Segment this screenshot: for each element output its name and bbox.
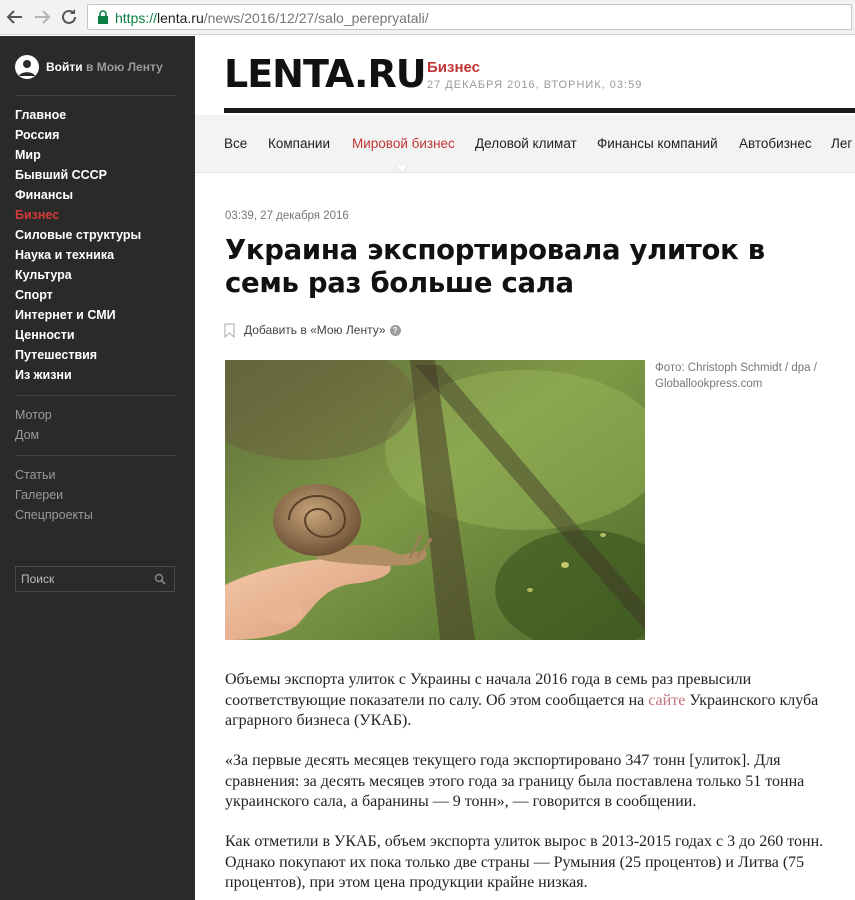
add-to-feed-label: Добавить в «Мою Ленту»	[244, 323, 386, 337]
url-scheme: https://	[115, 10, 158, 26]
snail-photo-illustration	[225, 360, 645, 640]
browser-toolbar	[0, 0, 855, 35]
sidebar-main-item-8[interactable]: Наука и техника	[15, 248, 115, 262]
sidebar-main-item-12[interactable]: Ценности	[15, 328, 75, 342]
subnav-tab-3[interactable]: Мировой бизнес	[352, 136, 455, 151]
header-rule	[224, 108, 855, 113]
search-box[interactable]	[15, 566, 175, 592]
address-bar[interactable]	[87, 4, 852, 30]
login-rest: в Мою Ленту	[85, 60, 163, 74]
subnav-tab-1[interactable]: Все	[224, 136, 248, 151]
sidebar-main-item-10[interactable]: Спорт	[15, 288, 53, 302]
divider	[15, 395, 175, 396]
site-header	[195, 36, 855, 113]
paragraph-1-text: Объемы экспорта улиток с Украины с начала 2016 года в семь раз превысили соответствующие показатели по салу. Об этом сообщается на	[225, 671, 752, 709]
back-arrow-icon[interactable]	[3, 5, 27, 29]
header-datetime: 27 ДЕКАБРЯ 2016, ВТОРНИК, 03:59	[427, 79, 643, 91]
photo-caption: Фото: Christoph Schmidt / dpa / Globallookpress.com	[655, 362, 817, 390]
sidebar-special-nav	[15, 465, 93, 525]
divider	[15, 95, 175, 96]
sidebar-extra-nav	[15, 405, 52, 445]
search-input[interactable]	[16, 567, 146, 591]
subnav-tab-4[interactable]: Деловой климат	[475, 136, 577, 151]
article-time: 03:39, 27 декабря 2016	[225, 210, 349, 222]
url-path: /news/2016/12/27/salo_perepryatali/	[203, 10, 429, 26]
article-title: Украина экспортировала улиток в семь раз больше сала	[225, 234, 765, 299]
subnav-tab-6[interactable]: Автобизнес	[739, 136, 812, 151]
sidebar-main-item-1[interactable]: Главное	[15, 108, 67, 122]
sidebar-main-item-5[interactable]: Финансы	[15, 188, 74, 202]
sidebar-main-item-2[interactable]: Россия	[15, 128, 60, 142]
sidebar-main-item-7[interactable]: Силовые структуры	[15, 228, 142, 242]
url-text[interactable]	[115, 10, 429, 26]
user-icon	[15, 55, 39, 79]
active-tab-caret	[396, 166, 408, 174]
paragraph-1-end: Украинского клуба аграрного бизнеса (УКАБ).	[225, 691, 819, 729]
source-link[interactable]: сайте	[648, 691, 686, 709]
search-icon[interactable]	[154, 573, 166, 585]
login-label	[46, 60, 163, 74]
divider	[15, 455, 175, 456]
sidebar-main-nav	[15, 105, 141, 385]
sidebar-special-item-1[interactable]: Статьи	[15, 468, 56, 482]
article-paragraph-3: Как отметили в УКАБ, объем экспорта улиток вырос в 2013-2015 годах с 3 до 260 тонн. Однако покупают их пока только две страны — Румыния (25 процентов) и Литва (75 процентов), при этом цена продукции крайне низкая.	[225, 833, 824, 891]
subnav-tab-2[interactable]: Компании	[268, 136, 331, 151]
sidebar-special-item-2[interactable]: Галереи	[15, 488, 64, 502]
sidebar-main-item-3[interactable]: Мир	[15, 148, 41, 162]
sidebar-main-item-14[interactable]: Из жизни	[15, 368, 72, 382]
url-host: lenta.ru	[157, 10, 204, 26]
help-icon[interactable]: ?	[390, 325, 401, 336]
sidebar-main-item-6[interactable]: Бизнес	[15, 208, 60, 222]
sidebar-special-item-3[interactable]: Спецпроекты	[15, 508, 93, 522]
sidebar-main-item-13[interactable]: Путешествия	[15, 348, 98, 362]
add-to-feed-button[interactable]	[224, 322, 401, 338]
rubric-subnav	[195, 115, 855, 173]
bookmark-icon	[224, 323, 235, 338]
forward-arrow-icon[interactable]	[30, 5, 54, 29]
lock-icon	[97, 10, 109, 24]
login-bold: Войти	[46, 60, 83, 74]
sidebar-extra-item-2[interactable]: Дом	[15, 428, 40, 442]
login-link[interactable]	[15, 55, 163, 79]
sidebar-main-item-9[interactable]: Культура	[15, 268, 72, 282]
sidebar-main-item-11[interactable]: Интернет и СМИ	[15, 308, 116, 322]
site-logo[interactable]: LENTA.RU	[224, 52, 426, 96]
article-paragraph-1	[225, 670, 840, 732]
sidebar-main-item-4[interactable]: Бывший СССР	[15, 168, 108, 182]
sidebar	[0, 36, 195, 900]
article-photo	[225, 360, 645, 640]
subnav-tab-5[interactable]: Финансы компаний	[597, 136, 718, 151]
article-paragraph-2: «За первые десять месяцев текущего года экспортировано 347 тонн [улиток]. Для сравнения: за десять месяцев этого года за границу была поставлена только 51 тонна украинского сала, а баранины — 9 тонн», — говорится в сообщении.	[225, 752, 805, 810]
rubric-title[interactable]: Бизнес	[427, 59, 481, 76]
reload-icon[interactable]	[57, 5, 81, 29]
subnav-tab-7[interactable]: Лег	[831, 136, 853, 151]
sidebar-extra-item-1[interactable]: Мотор	[15, 408, 52, 422]
